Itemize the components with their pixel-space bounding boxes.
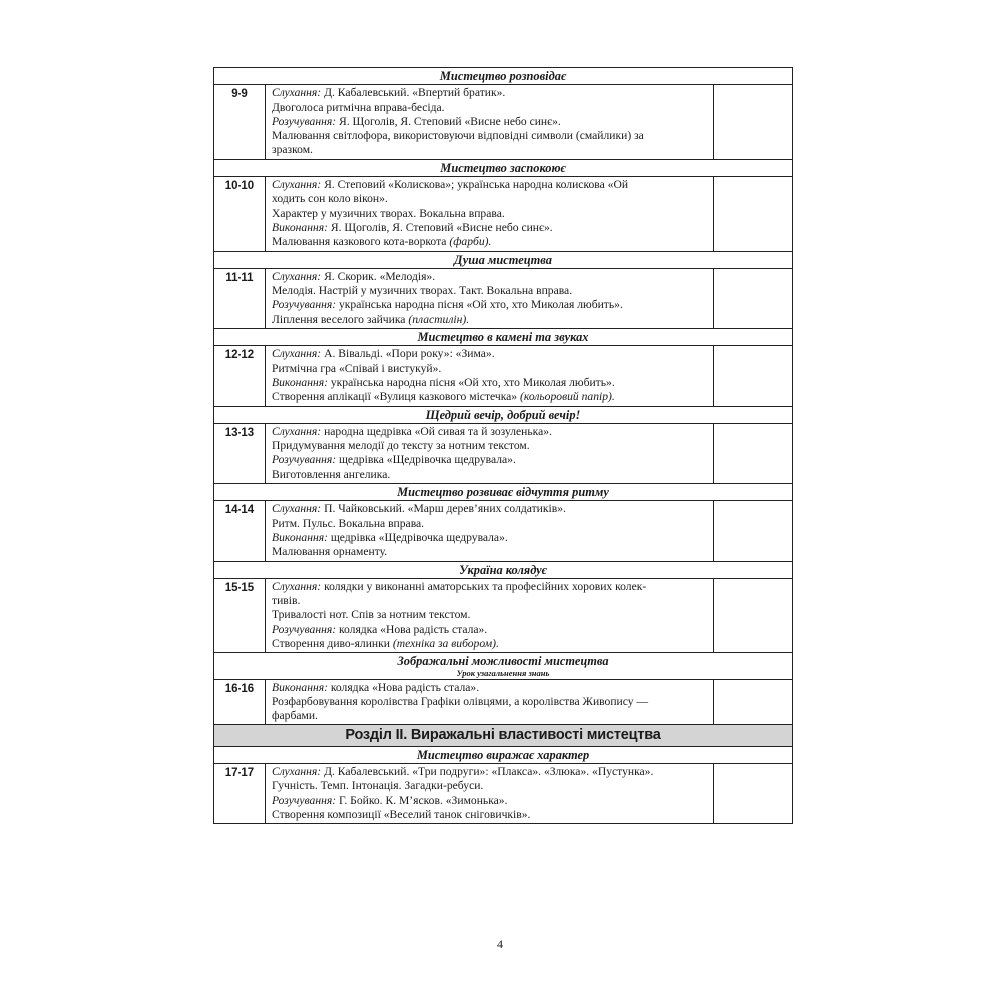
notes-cell [714,679,793,725]
lesson-line [272,695,707,709]
line-text: Виготовлення ангелика. [272,467,391,481]
line-text: колядка «Нова радість стала». [327,680,480,694]
lesson-row [214,268,793,328]
line-text: Створення диво-ялинки [272,636,393,650]
lesson-content [266,177,714,251]
materials-note: (кольоровий папір). [520,390,615,404]
section-header-row [214,406,793,423]
section-subtitle: Урок узагальнення знань [456,667,550,678]
section-title: Щедрий вечір, добрий вечір! [425,407,581,422]
line-text: Мелодія. Настрій у музичних творах. Такт. Вокальна вправа. [272,284,573,298]
lesson-line [272,298,707,312]
line-text: Двоголоса ритмічна вправа-бесіда. [272,100,445,114]
line-text: Ритм. Пульс. Вокальна вправа. [272,516,425,530]
line-text: Придумування мелодії до тексту за нотним текстом. [272,439,530,453]
activity-label: Слухання: [272,86,322,100]
line-text: щедрівка «Щедрівочка щедрувала». [336,453,516,467]
part-title: Розділ ІІ. Виражальні властивості мистецтва [214,725,793,746]
line-text: колядка «Нова радість стала». [336,622,488,636]
section-header-row [214,251,793,268]
lesson-row [214,423,793,483]
activity-label: Розучування: [272,298,337,312]
lesson-content [266,679,714,725]
activity-label: Слухання: [272,765,322,779]
lesson-number: 14-14 [214,501,266,561]
lesson-row [214,85,793,159]
lesson-row [214,501,793,561]
lesson-line [272,101,707,115]
section-title: Мистецтво в камені та звуках [417,330,589,345]
line-text: Я. Скорик. «Мелодія». [321,269,436,283]
line-text: ходить сон коло вікон». [272,192,388,206]
lesson-plan-body [214,68,793,824]
section-title-cell [214,406,793,423]
section-title-cell [214,653,793,679]
section-title-cell [214,561,793,578]
section-title-cell [214,746,793,763]
activity-label: Виконання: [272,680,328,694]
activity-label: Розучування: [272,453,337,467]
line-text: Розфарбовування королівства Графіки олівцями, а королівства Живопису — [272,694,649,708]
lesson-line [272,207,707,221]
lesson-line [272,284,707,298]
line-text: фарбами. [272,709,318,723]
line-text: тивів. [272,594,301,608]
lesson-row [214,679,793,725]
lesson-line [272,545,707,559]
section-header-row [214,329,793,346]
lesson-number: 16-16 [214,679,266,725]
notes-cell [714,423,793,483]
section-title-cell [214,329,793,346]
line-text: українська народна пісня «Ой хто, хто Миколая любить». [327,375,615,389]
line-text: зразком. [272,143,313,157]
lesson-line [272,115,707,129]
materials-note: (фарби). [449,235,492,249]
lesson-content [266,423,714,483]
page-number: 4 [497,937,503,951]
section-title: Мистецтво виражає характер [416,747,590,762]
notes-cell [714,268,793,328]
line-text: Г. Бойко. К. М’ясков. «Зимонька». [336,793,508,807]
lesson-content [266,85,714,159]
lesson-line [272,221,707,235]
section-title-cell [214,68,793,85]
lesson-line [272,129,707,143]
line-text: Малювання орнаменту. [272,545,388,559]
lesson-line [272,86,707,100]
section-title-cell [214,484,793,501]
lesson-content [266,501,714,561]
lesson-line [272,376,707,390]
section-title: Душа мистецтва [454,252,552,267]
line-text: Гучність. Темп. Інтонація. Загадки-ребуси. [272,779,484,793]
lesson-number: 17-17 [214,764,266,824]
materials-note: (техніка за вибором). [392,636,499,650]
lesson-line [272,313,707,327]
lesson-row [214,346,793,406]
lesson-line [272,453,707,467]
lesson-content [266,268,714,328]
section-title: Зображальні можливості мистецтва [397,654,609,669]
line-text: Тривалості нот. Спів за нотним текстом. [272,608,471,622]
lesson-line [272,235,707,249]
lesson-line [272,531,707,545]
lesson-line [272,425,707,439]
lesson-number: 12-12 [214,346,266,406]
notes-cell [714,346,793,406]
section-title-cell [214,251,793,268]
lesson-line [272,178,707,192]
lesson-line [272,594,707,608]
line-text: Створення композиції «Веселий танок сніговичків». [272,807,531,821]
line-text: Ритмічна гра «Співай і вистукуй». [272,361,442,375]
section-title: Мистецтво розвиває відчуття ритму [397,485,609,500]
activity-label: Виконання: [272,530,328,544]
lesson-plan-table [213,67,793,824]
line-text: щедрівка «Щедрівочка щедрувала». [327,530,508,544]
line-text: Я. Щоголів, Я. Степовий «Висне небо синє». [336,114,561,128]
lesson-content [266,764,714,824]
lesson-line [272,439,707,453]
line-text: народна щедрівка «Ой сивая та й зозуленька». [321,424,552,438]
lesson-row [214,177,793,251]
lesson-line [272,502,707,516]
lesson-number: 11-11 [214,268,266,328]
line-text: Характер у музичних творах. Вокальна вправа. [272,206,505,220]
line-text: П. Чайковський. «Марш дерев’яних солдатиків». [321,502,566,516]
activity-label: Виконання: [272,220,328,234]
section-title: Мистецтво заспокоює [440,160,566,175]
lesson-number: 13-13 [214,423,266,483]
section-header-row [214,159,793,176]
lesson-line [272,808,707,822]
lesson-number: 15-15 [214,578,266,652]
lesson-line [272,468,707,482]
notes-cell [714,501,793,561]
activity-label: Слухання: [272,579,322,593]
lesson-number: 10-10 [214,177,266,251]
lesson-line [272,580,707,594]
line-text: А. Вівальді. «Пори року»: «Зима». [321,347,495,361]
section-title: Україна колядує [459,562,547,577]
lesson-line [272,794,707,808]
activity-label: Слухання: [272,347,322,361]
notes-cell [714,177,793,251]
lesson-line [272,709,707,723]
lesson-row [214,764,793,824]
lesson-number: 9-9 [214,85,266,159]
line-text: Малювання казкового кота-воркота [272,235,450,249]
lesson-content [266,346,714,406]
lesson-line [272,608,707,622]
lesson-line [272,390,707,404]
notes-cell [714,85,793,159]
section-header-row [214,484,793,501]
section-header-row [214,746,793,763]
line-text: Я. Щоголів, Я. Степовий «Висне небо синє». [327,220,553,234]
notes-cell [714,578,793,652]
section-header-row [214,68,793,85]
line-text: Створення аплікації «Вулиця казкового містечка» [272,390,520,404]
lesson-line [272,192,707,206]
part-header-row [214,725,793,746]
line-text: Я. Степовий «Колискова»; українська народна колискова «Ой [321,178,629,192]
lesson-line [272,143,707,157]
lesson-line [272,362,707,376]
lesson-content [266,578,714,652]
line-text: українська народна пісня «Ой хто, хто Миколая любить». [336,298,623,312]
lesson-line [272,681,707,695]
activity-label: Розучування: [272,793,337,807]
lesson-line [272,765,707,779]
line-text: Малювання світлофора, використовуючи відповідні символи (смайлики) за [272,129,644,143]
activity-label: Слухання: [272,269,322,283]
section-title: Мистецтво розповідає [439,69,567,83]
lesson-line [272,779,707,793]
lesson-line [272,347,707,361]
lesson-line [272,517,707,531]
line-text: Д. Кабалевський. «Впертий братик». [321,86,506,100]
materials-note: (пластилін). [408,312,470,326]
lesson-row [214,578,793,652]
activity-label: Слухання: [272,178,322,192]
activity-label: Слухання: [272,502,322,516]
line-text: колядки у виконанні аматорських та професійних хорових колек- [321,579,647,593]
section-header-row [214,653,793,679]
notes-cell [714,764,793,824]
lesson-line [272,270,707,284]
activity-label: Виконання: [272,375,328,389]
line-text: Ліплення веселого зайчика [272,312,409,326]
section-title-cell [214,159,793,176]
lesson-line [272,637,707,651]
lesson-line [272,623,707,637]
activity-label: Розучування: [272,622,337,636]
activity-label: Розучування: [272,114,337,128]
section-header-row [214,561,793,578]
activity-label: Слухання: [272,424,322,438]
line-text: Д. Кабалевський. «Три подруги»: «Плакса». «Злюка». «Пустунка». [321,765,654,779]
